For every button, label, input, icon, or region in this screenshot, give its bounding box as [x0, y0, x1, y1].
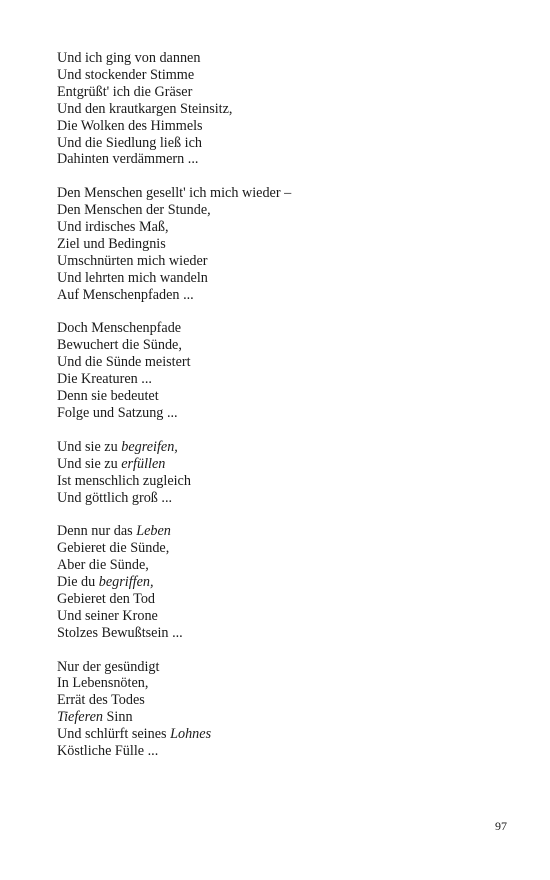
- line-text: Und stockender Stimme: [57, 66, 195, 83]
- poem-line: [57, 67, 497, 84]
- poem-line: [57, 625, 497, 642]
- line-text: Und die Sünde meistert: [57, 354, 191, 371]
- line-text: Und seiner Krone: [57, 607, 158, 624]
- stanza: [57, 185, 497, 303]
- poem-line: [57, 692, 497, 709]
- line-text: Den Menschen der Stunde,: [57, 202, 211, 219]
- italic-text: begriffen,: [98, 574, 154, 591]
- poem-line: [57, 270, 497, 287]
- poem-line: [57, 608, 497, 625]
- stanza: [57, 320, 497, 421]
- line-text: Nur der gesündigt: [57, 658, 160, 675]
- poem-line: [57, 118, 497, 135]
- line-text: Entgrüßt' ich die Gräser: [57, 83, 193, 100]
- poem-line: [57, 354, 497, 371]
- line-text: Und göttlich groß ...: [57, 489, 173, 506]
- poem-line: [57, 50, 497, 67]
- line-text: Sinn: [102, 709, 133, 726]
- line-text: Stolzes Bewußtsein ...: [57, 624, 183, 641]
- italic-text: Tieferen: [57, 709, 103, 726]
- line-text: Errät des Todes: [57, 692, 145, 709]
- poem-line: [57, 405, 497, 422]
- poem-line: [57, 675, 497, 692]
- line-text: Bewuchert die Sünde,: [57, 337, 182, 354]
- poem-line: [57, 135, 497, 152]
- poem-line: [57, 287, 497, 304]
- line-text: Und die Siedlung ließ ich: [57, 134, 203, 151]
- poem-line: [57, 591, 497, 608]
- poem-line: [57, 202, 497, 219]
- line-text: Denn nur das: [57, 523, 137, 540]
- line-text: Die Kreaturen ...: [57, 371, 152, 388]
- line-text: Gebieret die Sünde,: [57, 540, 170, 557]
- line-text: Den Menschen gesellt' ich mich wieder –: [57, 185, 292, 202]
- stanza: [57, 50, 497, 168]
- poem-line: [57, 236, 497, 253]
- line-text: Doch Menschenpfade: [57, 320, 182, 337]
- line-text: Ist menschlich zugleich: [57, 472, 191, 489]
- poem-line: [57, 726, 497, 743]
- line-text: Und sie zu: [57, 438, 122, 455]
- line-text: Die Wolken des Himmels: [57, 117, 203, 134]
- poem-line: [57, 557, 497, 574]
- line-text: Denn sie bedeutet: [57, 388, 159, 405]
- poem-line: [57, 388, 497, 405]
- poem-line: [57, 185, 497, 202]
- italic-text: erfüllen: [121, 455, 166, 472]
- line-text: Folge und Satzung ...: [57, 405, 178, 421]
- line-text: Köstliche Fülle ...: [57, 743, 159, 760]
- italic-text: Lohnes: [170, 726, 212, 743]
- poem-text: [57, 50, 497, 777]
- line-text: Aber die Sünde,: [57, 557, 149, 574]
- line-text: Und lehrten mich wandeln: [57, 269, 208, 286]
- line-text: Dahinten verdämmern ...: [57, 151, 199, 168]
- stanza: [57, 659, 497, 760]
- poem-line: [57, 743, 497, 760]
- poem-line: [57, 490, 497, 507]
- poem-line: [57, 523, 497, 540]
- poem-line: [57, 456, 497, 473]
- line-text: Die du: [57, 574, 99, 591]
- poem-line: [57, 151, 497, 168]
- line-text: Und schlürft seines: [57, 726, 171, 743]
- stanza: [57, 523, 497, 641]
- poem-line: [57, 439, 497, 456]
- stanza: [57, 439, 497, 507]
- page-number: 97: [495, 819, 507, 833]
- line-text: Und irdisches Maß,: [57, 219, 169, 236]
- poem-line: [57, 540, 497, 557]
- line-text: Gebieret den Tod: [57, 590, 156, 607]
- poem-line: [57, 574, 497, 591]
- poem-line: [57, 253, 497, 270]
- line-text: Und den krautkargen Steinsitz,: [57, 100, 233, 117]
- line-text: Auf Menschenpfaden ...: [57, 286, 194, 303]
- line-text: Ziel und Bedingnis: [57, 235, 166, 252]
- poem-line: [57, 84, 497, 101]
- poem-line: [57, 709, 497, 726]
- poem-line: [57, 219, 497, 236]
- poem-line: [57, 101, 497, 118]
- poem-line: [57, 320, 497, 337]
- poem-line: [57, 337, 497, 354]
- poem-line: [57, 371, 497, 388]
- line-text: Und sie zu: [57, 455, 122, 472]
- italic-text: begreifen,: [121, 438, 178, 455]
- line-text: Und ich ging von dannen: [57, 50, 201, 66]
- poem-line: [57, 473, 497, 490]
- italic-text: Leben: [136, 523, 171, 540]
- line-text: In Lebensnöten,: [57, 675, 149, 692]
- line-text: Umschnürten mich wieder: [57, 252, 208, 269]
- poem-line: [57, 659, 497, 676]
